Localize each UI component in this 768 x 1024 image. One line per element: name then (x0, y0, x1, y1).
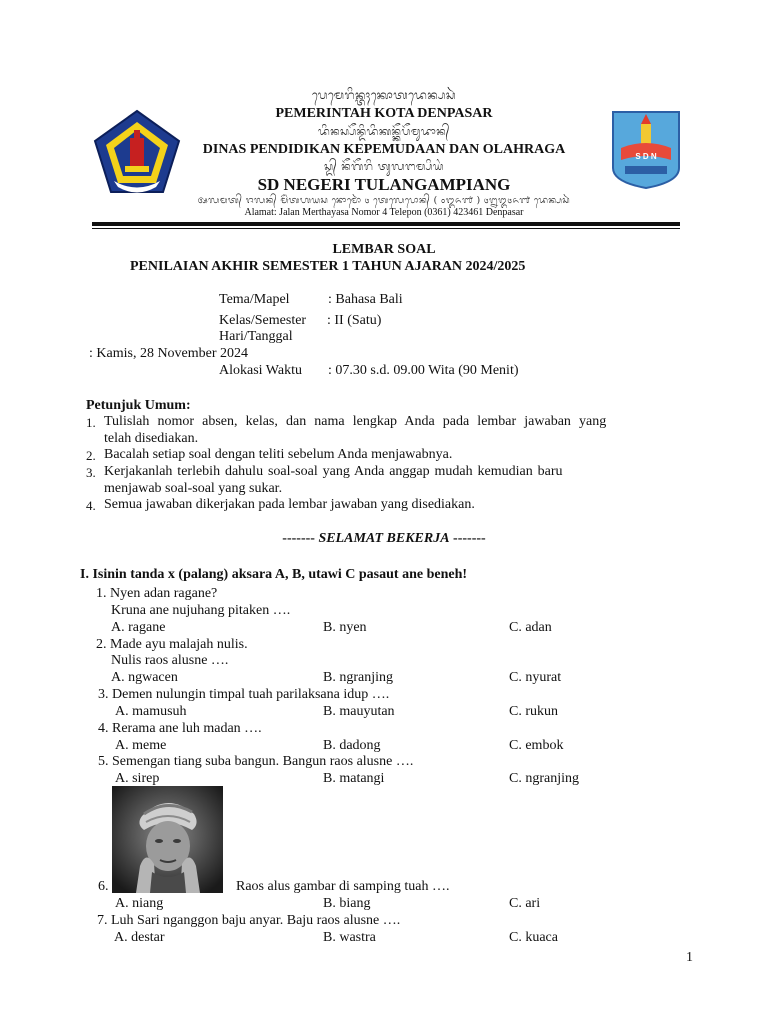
q5-option-b[interactable]: B. matangi (323, 771, 385, 786)
q4-option-a[interactable]: A. meme (115, 738, 167, 753)
petunjuk-heading: Petunjuk Umum: (86, 398, 191, 413)
petunjuk-number-2: 2. (86, 448, 96, 463)
petunjuk-item-2: Bacalah setiap soal dengan teliti sebelum Anda menjawabnya. (104, 447, 453, 462)
petunjuk-number-1: 1. (86, 415, 96, 430)
greeting (0, 531, 768, 547)
greeting-dash-left: ------- (282, 531, 319, 546)
doc-title: LEMBAR SOAL (332, 242, 436, 257)
kelas-value: : II (Satu) (327, 313, 382, 328)
kelas-label: Kelas/Semester (219, 313, 307, 328)
gov-name: PEMERINTAH KOTA DENPASAR (275, 106, 493, 121)
question-7: 7. Luh Sari nganggon baju anyar. Baju raos alusne …. (97, 913, 401, 928)
waktu-value: : 07.30 s.d. 09.00 Wita (90 Menit) (328, 363, 519, 378)
question-3: 3. Demen nulungin timpal tuah parilaksana idup …. (98, 687, 390, 702)
q6-option-c[interactable]: C. ari (509, 896, 541, 911)
q1-option-a[interactable]: A. ragane (111, 620, 166, 635)
waktu-label: Alokasi Waktu (219, 363, 302, 378)
q2-option-a[interactable]: A. ngwacen (111, 670, 178, 685)
petunjuk-item-3-cont: menjawab soal-soal yang sukar. (104, 481, 283, 496)
petunjuk-item-3: Kerjakanlah terlebih dahulu soal-soal yang Anda anggap mudah kemudian baru (104, 464, 563, 479)
tema-label: Tema/Mapel (219, 292, 290, 307)
bali-script-line-3: ᬲ᭄ᬤ᭄ ᬦᭂᬕᭂᬭᬶ ᬢᬸᬮᬗᬫ᭄ᬧᬶᬬᬂ (324, 160, 444, 173)
bali-script-line-4: ᬅᬮᬫᬢ᭄ ᬚᬮᬦ᭄ ᬫᭂᬃᬢᬳᬬᬲ ᬦᭀᬫᭀᬃ ᭔ ᬢᬾᬮᬾᬧᭀᬦ᭄ ( ᭐᭓᭖᭑ ) ᭔᭒᭓᭔᭖᭑ ᬤᬾᬦ᭄ᬧᬲᬃ (197, 196, 571, 206)
page-number: 1 (686, 950, 693, 965)
q2-option-c[interactable]: C. nyurat (509, 670, 562, 685)
greeting-dash-right: ------- (449, 531, 486, 546)
dept-name: DINAS PENDIDIKAN KEPEMUDAAN DAN OLAHRAGA (202, 142, 566, 157)
tema-value: : Bahasa Bali (328, 292, 403, 307)
question-2: 2. Made ayu malajah nulis. (96, 637, 248, 652)
q2-option-b[interactable]: B. ngranjing (323, 670, 393, 685)
q4-option-b[interactable]: B. dadong (323, 738, 381, 753)
school-address: Alamat: Jalan Merthayasa Nomor 4 Telepon (0361) 423461 Denpasar (244, 207, 524, 218)
header-rule-thick (92, 222, 680, 226)
q3-option-a[interactable]: A. mamusuh (115, 704, 187, 719)
doc-subtitle: PENILAIAN AKHIR SEMESTER 1 TAHUN AJARAN 2024/2025 (130, 259, 526, 274)
q7-option-a[interactable]: A. destar (114, 930, 165, 945)
q1-option-c[interactable]: C. adan (509, 620, 552, 635)
question-2-sub: Nulis raos alusne …. (111, 653, 229, 668)
bali-script-line-2: ᬤᬶᬦᬲ᭄ᬧᭂᬦ᭄ᬤᬶᬤᬶᬓᬦ᭄ᬓᭂᬧᭂᬫᬸᬤᬵᬦ᭄ (318, 125, 450, 138)
question-1-sub: Kruna ane nujuhang pitaken …. (111, 603, 291, 618)
hari-value: : Kamis, 28 November 2024 (89, 346, 249, 361)
petunjuk-number-3: 3. (86, 465, 96, 480)
question-6: Raos alus gambar di samping tuah …. (236, 879, 450, 894)
question-5: 5. Semengan tiang suba bangun. Bangun raos alusne …. (98, 754, 414, 769)
petunjuk-item-1: Tulislah nomor absen, kelas, dan nama lengkap Anda pada lembar jawaban yang (104, 414, 607, 429)
q3-option-c[interactable]: C. rukun (509, 704, 558, 719)
q1-option-b[interactable]: B. nyen (323, 620, 367, 635)
greeting-text: SELAMAT BEKERJA (318, 531, 450, 546)
petunjuk-item-1-cont: telah disediakan. (104, 431, 199, 446)
question-1: 1. Nyen adan ragane? (96, 586, 218, 601)
q5-option-c[interactable]: C. ngranjing (509, 771, 579, 786)
petunjuk-item-4: Semua jawaban dikerjakan pada lembar jawaban yang disediakan. (104, 497, 475, 512)
school-name: SD NEGERI TULANGAMPIANG (257, 175, 511, 194)
logo-right-label: S D N (635, 152, 657, 161)
q6-option-a[interactable]: A. niang (115, 896, 164, 911)
header-rule-thin (92, 228, 680, 229)
q4-option-c[interactable]: C. embok (509, 738, 564, 753)
section-heading: I. Isinin tanda x (palang) aksara A, B, utawi C pasaut ane beneh! (80, 567, 468, 582)
petunjuk-number-4: 4. (86, 498, 96, 513)
q5-option-a[interactable]: A. sirep (115, 771, 160, 786)
question-4: 4. Rerama ane luh madan …. (98, 721, 262, 736)
question-6-number: 6. (98, 879, 109, 894)
q7-option-b[interactable]: B. wastra (323, 930, 376, 945)
elder-woman-photo (112, 786, 223, 893)
q6-option-b[interactable]: B. biang (323, 896, 371, 911)
bali-script-line-1: ᬧᬾᬫᬾᬭᬶᬦ᭄ᬢᬄᬓᭀᬢᬤᬾᬦ᭄ᬧᬲᬃ (311, 88, 457, 102)
hari-label: Hari/Tanggal (219, 329, 293, 344)
q7-option-c[interactable]: C. kuaca (509, 930, 558, 945)
q3-option-b[interactable]: B. mauyutan (323, 704, 395, 719)
